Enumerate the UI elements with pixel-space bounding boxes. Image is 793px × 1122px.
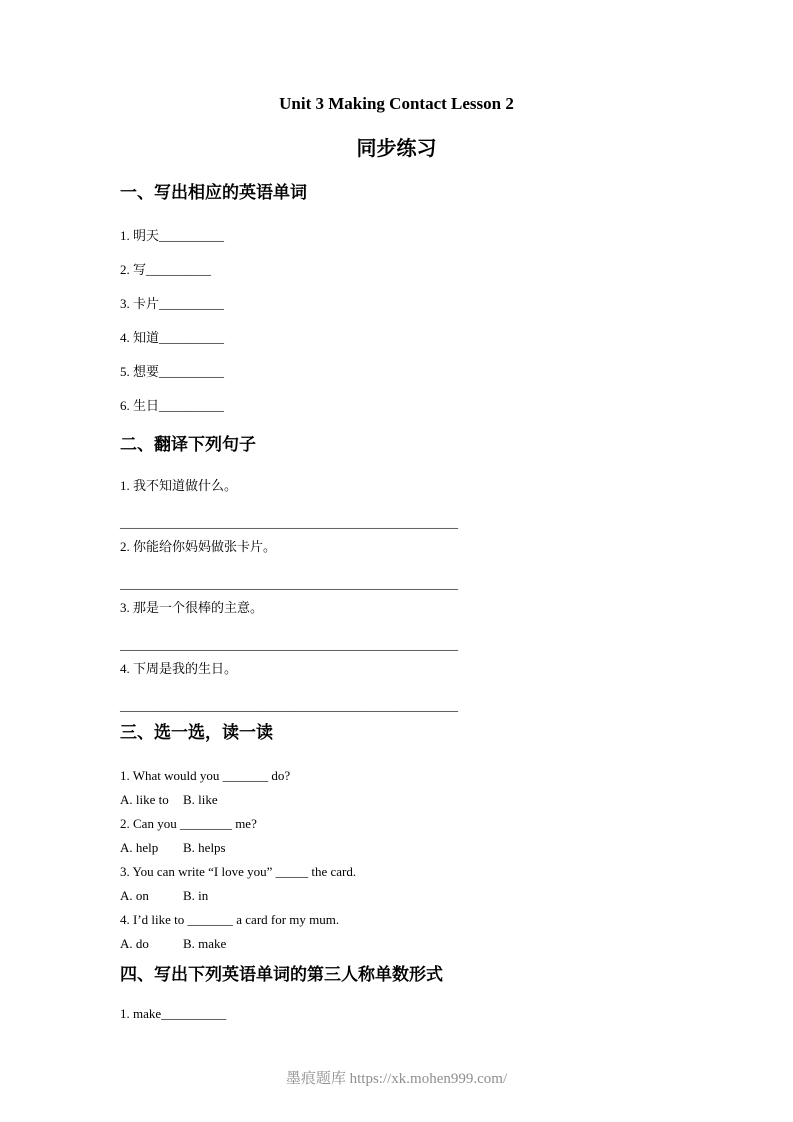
section-4-heading: 四、写出下列英语单词的第三人称单数形式 [120,965,443,984]
choice-options-1 [120,792,673,808]
translation-sentence-3: 3. 那是一个很棒的主意。 [120,600,264,615]
option-b: B. in [183,888,209,903]
answer-line: ____________________________________________________ [120,515,458,530]
section-vocabulary [120,182,673,414]
option-a: A. like to [120,792,169,807]
section-translation [120,434,673,714]
section-2-heading: 二、翻译下列句子 [120,435,256,454]
vocab-item-2: 2. 写__________ [120,262,212,277]
translation-sentence-1: 1. 我不知道做什么。 [120,478,238,493]
answer-line: ____________________________________________________ [120,637,458,652]
choice-question-3: 3. You can write “I love you” _____ the card. [120,864,357,879]
vocab-item-6: 6. 生日__________ [120,398,225,413]
translation-sentence-2: 2. 你能给你妈妈做张卡片。 [120,539,277,554]
choice-options-4 [120,936,673,952]
vocab-item-4: 4. 知道__________ [120,330,225,345]
choice-question-4: 4. I’d like to _______ a card for my mum. [120,912,340,927]
choice-question-1: 1. What would you _______ do? [120,768,291,783]
option-a: A. help [120,840,159,855]
answer-line: ____________________________________________________ [120,576,458,591]
option-b: B. make [183,936,227,951]
choice-options-3 [120,888,673,904]
option-b: B. like [183,792,218,807]
footer-watermark: 墨痕题库 https://xk.mohen999.com/ [285,1071,508,1087]
answer-line: ____________________________________________________ [120,698,458,713]
option-a: A. on [120,888,149,903]
section-1-heading: 一、写出相应的英语单词 [120,183,307,202]
choice-options-2 [120,840,673,856]
translation-sentence-4: 4. 下周是我的生日。 [120,661,238,676]
section-third-person-singular [120,964,673,1022]
option-a: A. do [120,936,149,951]
option-b: B. helps [183,840,226,855]
vocab-item-3: 3. 卡片__________ [120,296,225,311]
vocab-item-1: 1. 明天__________ [120,228,225,243]
vocab-item-5: 5. 想要__________ [120,364,225,379]
third-person-item-1: 1. make__________ [120,1006,227,1021]
section-multiple-choice [120,722,673,952]
choice-question-2: 2. Can you ________ me? [120,816,257,831]
document-subtitle: 同步练习 [356,138,437,160]
document-title: Unit 3 Making Contact Lesson 2 [279,94,514,113]
section-3-heading: 三、选一选，读一读 [120,723,273,742]
